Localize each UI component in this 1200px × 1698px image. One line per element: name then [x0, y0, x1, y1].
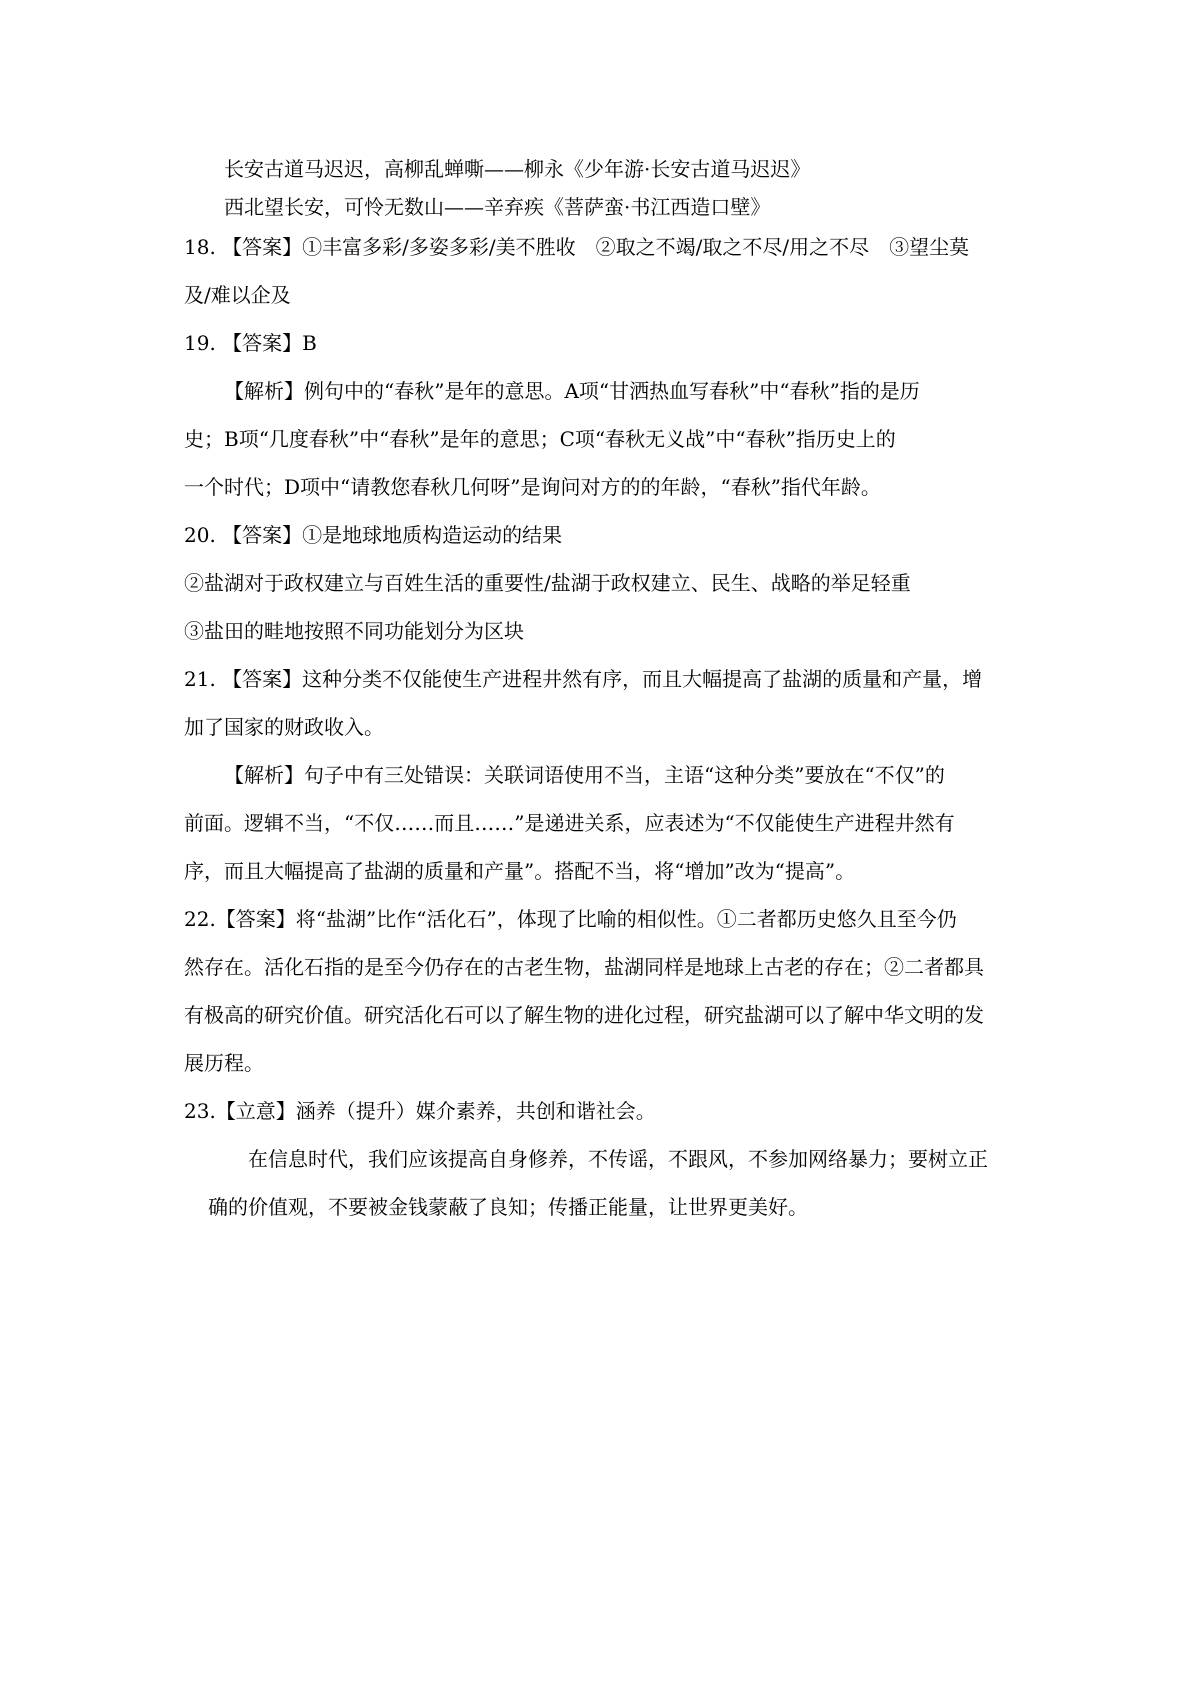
analysis-19-line-2: 史；B项“几度春秋”中“春秋”是年的意思；C项“春秋无义战”中“春秋”指历史上的	[184, 427, 896, 451]
analysis-19-line-1: 【解析】例句中的“春秋”是年的意思。A项“甘洒热血写春秋”中“春秋”指的是历	[224, 379, 920, 403]
analysis-21-line-3: 序，而且大幅提高了盐湖的质量和产量”。搭配不当，将“增加”改为“提高”。	[184, 859, 856, 883]
answer-21-line-1: 21. 【答案】这种分类不仅能使生产进程井然有序，而且大幅提高了盐湖的质量和产量，增	[184, 667, 983, 691]
answer-22-line-3: 有极高的研究价值。研究活化石可以了解生物的进化过程，研究盐湖可以了解中华文明的发	[184, 1003, 984, 1027]
poem-line-2: 西北望长安，可怜无数山——辛弃疾《菩萨蛮·书江西造口壁》	[224, 195, 771, 219]
answer-20-line-1: 20. 【答案】①是地球地质构造运动的结果	[184, 523, 563, 547]
answer-23-theme: 23.【立意】涵养（提升）媒介素养，共创和谐社会。	[184, 1099, 656, 1123]
answer-19: 19. 【答案】B	[184, 331, 317, 355]
answer-23-body-line-1: 在信息时代，我们应该提高自身修养，不传谣，不跟风，不参加网络暴力；要树立正	[248, 1147, 988, 1171]
answer-21-line-2: 加了国家的财政收入。	[184, 715, 384, 739]
analysis-21-line-2: 前面。逻辑不当，“不仅……而且……”是递进关系，应表述为“不仅能使生产进程井然有	[184, 811, 955, 835]
answer-18-line-1: 18. 【答案】①丰富多彩/多姿多彩/美不胜收 ②取之不竭/取之不尽/用之不尽 ③望尘莫	[184, 235, 970, 259]
answer-23-body-line-2: 确的价值观，不要被金钱蒙蔽了良知；传播正能量，让世界更美好。	[208, 1195, 808, 1219]
analysis-21-line-1: 【解析】句子中有三处错误：关联词语使用不当，主语“这种分类”要放在“不仅”的	[224, 763, 945, 787]
answer-22-line-1: 22.【答案】将“盐湖”比作“活化石”，体现了比喻的相似性。①二者都历史悠久且至今仍	[184, 907, 957, 931]
poem-line-1: 长安古道马迟迟，高柳乱蝉嘶——柳永《少年游·长安古道马迟迟》	[224, 157, 811, 181]
answer-20-line-3: ③盐田的畦地按照不同功能划分为区块	[184, 619, 524, 643]
answer-22-line-4: 展历程。	[184, 1051, 264, 1075]
analysis-19-line-3: 一个时代；D项中“请教您春秋几何呀”是询问对方的的年龄，“春秋”指代年龄。	[184, 475, 881, 499]
answer-22-line-2: 然存在。活化石指的是至今仍存在的古老生物，盐湖同样是地球上古老的存在；②二者都具	[184, 955, 984, 979]
answer-18-line-2: 及/难以企及	[184, 283, 291, 307]
answer-20-line-2: ②盐湖对于政权建立与百姓生活的重要性/盐湖于政权建立、民生、战略的举足轻重	[184, 571, 911, 595]
